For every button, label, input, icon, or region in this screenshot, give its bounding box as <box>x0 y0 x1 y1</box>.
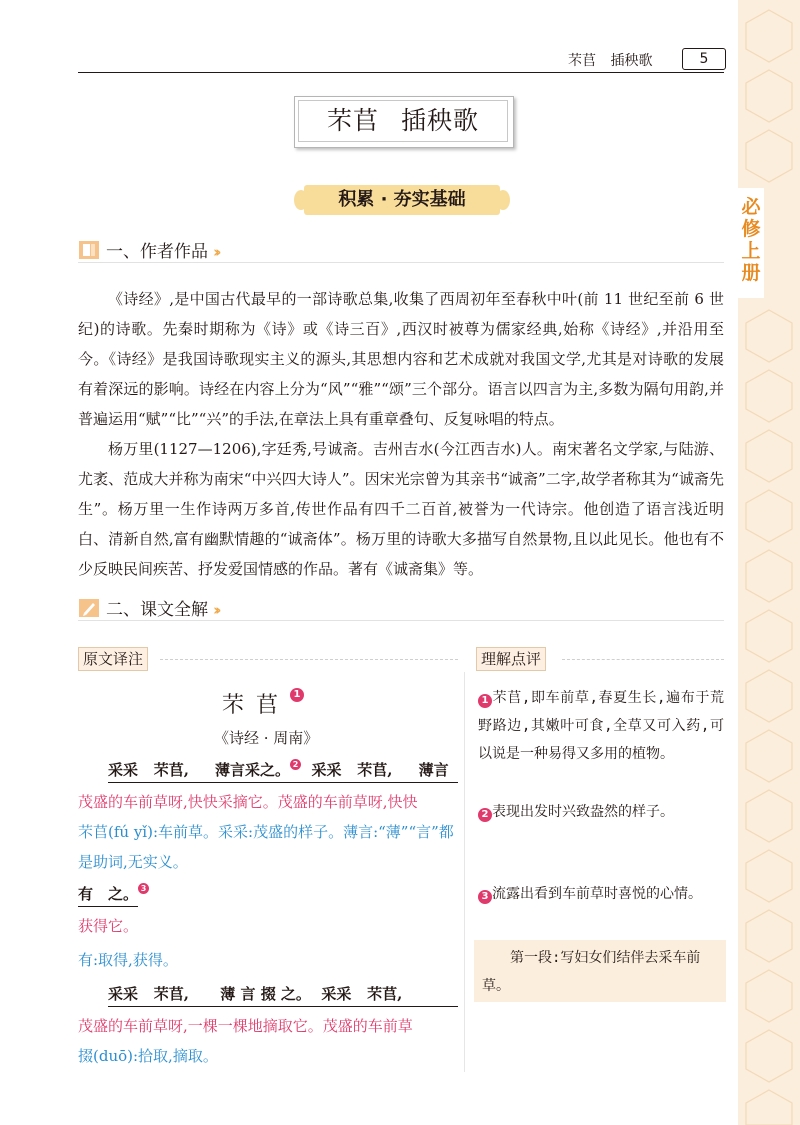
header-rule <box>78 72 724 73</box>
section1-heading <box>106 240 217 264</box>
paragraph-yang-wanli: 杨万里(1127—1206),字廷秀,号诚斋。吉州吉水(今江西吉水)人。南宋著名文学家,与陆游、尤袤、范成大并称为南宋“中兴四大诗人”。因宋光宗曾为其亲书“诚斋”二字,故学者称其为“诚斋先生”。杨万里一生作诗两万多首,传世作品有四千二百首,被誉为一代诗宗。他创造了语言浅近明白、清新自然,富有幽默情趣的“诚斋体”。杨万里的诗歌大多描写自然景物,且以此见长。他也有不少反映民间疾苦、抒发爱国情感的作品。著有《诚斋集》等。 <box>78 440 724 578</box>
original-phrase: 薄言 <box>418 761 449 779</box>
original-phrase: 薄 言 掇 之。 <box>220 985 311 1003</box>
commentary-note-1 <box>478 684 724 768</box>
commentary-note-2 <box>478 798 724 826</box>
original-underline <box>78 906 138 907</box>
page-number: 5 <box>682 48 726 70</box>
commentary-text: 芣苢,即车前草,春夏生长,遍布于荒野路边,其嫩叶可食,全草又可入药,可以说是一种易得又多用的植物。 <box>478 690 724 762</box>
original-phrase: 采采 <box>108 761 139 779</box>
running-title-2: 插秧歌 <box>610 53 653 69</box>
footnote-marker: 1 <box>290 688 304 702</box>
original-phrase: 芣苢, <box>367 985 403 1003</box>
side-tab-char: 上 <box>741 240 761 262</box>
right-column-rule <box>562 659 724 660</box>
gloss-text: 掇(duō):拾取,摘取。 <box>78 1047 218 1065</box>
side-tab-char: 修 <box>741 218 761 240</box>
footnote-marker: 2 <box>478 808 492 822</box>
gloss-text: 芣苢(fú yǐ):车前草。采采:茂盛的样子。薄言:“薄”“言”都是助词,无实义。 <box>78 823 454 871</box>
section1-title: 一、作者作品 <box>106 242 208 262</box>
column-divider <box>464 672 465 1072</box>
original-annotation-label: 原文译注 <box>78 647 148 671</box>
poem-title <box>222 688 304 719</box>
left-column-rule <box>160 659 458 660</box>
translation-line: 获得它。 <box>78 917 139 935</box>
original-phrase: 采采 <box>108 985 139 1003</box>
poem-title-text: 芣苢 <box>222 693 291 718</box>
pencil-icon <box>78 597 100 619</box>
commentary-text: 流露出看到车前草时喜悦的心情。 <box>492 886 702 902</box>
footnote-marker: 3 <box>478 890 492 904</box>
translation-line: 茂盛的车前草呀,一棵一棵地摘取它。茂盛的车前草 <box>78 1017 413 1035</box>
original-phrase: 采采 <box>321 985 352 1003</box>
gloss-text: 有:取得,获得。 <box>78 951 178 969</box>
original-phrase: 芣苢, <box>153 761 189 779</box>
original-phrase: 芣苢, <box>153 985 189 1003</box>
footnote-marker: 1 <box>478 694 492 708</box>
commentary-note-3 <box>478 880 724 908</box>
book-icon <box>78 239 100 261</box>
section2-heading <box>106 598 217 622</box>
lesson-title-part1: 芣苢 <box>326 106 379 135</box>
volume-side-tab <box>740 196 762 284</box>
chevron-right-icon: ›› <box>213 601 218 619</box>
side-tab-char: 必 <box>741 196 761 218</box>
chevron-right-icon: ›› <box>213 243 218 261</box>
poem-source: 《诗经 · 周南》 <box>214 729 319 747</box>
hexagon-pattern-decoration <box>738 0 800 1125</box>
lesson-title <box>298 100 508 142</box>
section-banner: 积累 · 夯实基础 <box>338 189 466 210</box>
paragraph-shijing: 《诗经》,是中国古代最早的一部诗歌总集,收集了西周初年至春秋中叶(前 11 世纪至前 6 世纪)的诗歌。先秦时期称为《诗》或《诗三百》,西汉时被尊为儒家经典,始称《诗经》,并沿用至今。《诗经》是我国诗歌现实主义的源头,其思想内容和艺术成就对我国文学,尤其是对诗歌的发展有着深远的影响。诗经在内容上分为“风”“雅”“颂”三个部分。语言以四言为主,多数为隔句用韵,并普遍运用“赋”“比”“兴”的手法,在章法上具有重章叠句、反复咏唱的特点。 <box>78 290 724 428</box>
side-tab-char: 册 <box>741 262 761 284</box>
original-phrase: 采采 <box>311 761 342 779</box>
commentary-label: 理解点评 <box>476 647 546 671</box>
original-phrase: 芣苢, <box>357 761 393 779</box>
original-text-line <box>108 983 458 1004</box>
paragraph-summary: 第一段:写妇女们结伴去采车前草。 <box>482 950 701 994</box>
footnote-marker: 2 <box>290 759 301 770</box>
commentary-text: 表现出发时兴致盎然的样子。 <box>492 804 674 820</box>
translation-line: 茂盛的车前草呀,快快采摘它。茂盛的车前草呀,快快 <box>78 793 418 811</box>
running-header <box>568 50 662 70</box>
original-underline <box>108 1006 458 1007</box>
original-phrase: 有 之。 <box>78 885 139 903</box>
footnote-marker: 3 <box>138 883 149 894</box>
original-text-line <box>78 883 428 904</box>
running-title-1: 芣苢 <box>568 53 596 69</box>
original-underline <box>108 782 458 783</box>
lesson-title-part2: 插秧歌 <box>401 106 480 135</box>
section2-title: 二、课文全解 <box>106 600 208 620</box>
original-text-line <box>108 759 458 780</box>
original-phrase: 薄言采之。 <box>215 761 291 779</box>
